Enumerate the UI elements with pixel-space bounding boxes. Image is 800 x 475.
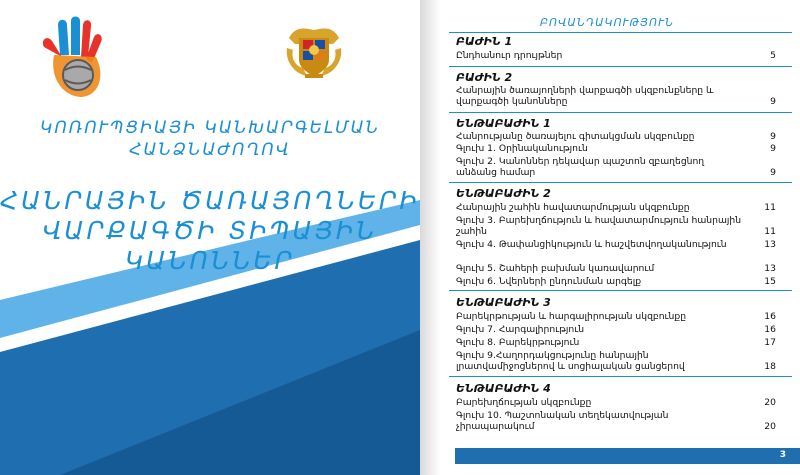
section-label: ԲԱԺԻՆ 2 — [456, 71, 513, 84]
toc-entry[interactable] — [456, 85, 776, 107]
toc-entry[interactable] — [456, 215, 776, 237]
organization-name-line-2: ՀԱՆՁՆԱԺՈՂՈՎ — [129, 140, 291, 160]
toc-entry-page: 13 — [764, 263, 776, 274]
toc-heading: ԲՈՎԱՆԴԱԿՈՒԹՅՈՒՆ — [540, 16, 675, 29]
toc-entry-text: Գլուխ 5. Շահերի բախման կառավարում — [456, 263, 655, 274]
toc-entry-text: Գլուխ 7. Հարգալիրություն — [456, 324, 585, 335]
toc-entry[interactable] — [456, 410, 776, 432]
toc-entry-page: 16 — [764, 324, 776, 335]
section-rule — [449, 112, 792, 113]
section-label: ԲԱԺԻՆ 1 — [456, 35, 513, 48]
toc-entry[interactable] — [456, 131, 776, 142]
toc-entry-text: Գլուխ 6. Նվերների ընդունման արգելք — [456, 276, 642, 287]
toc-entry[interactable] — [456, 156, 776, 178]
toc-entry-text: Ընդհանուր դրույթներ — [456, 50, 563, 61]
toc-entry[interactable] — [456, 143, 776, 154]
section-label: ԵՆԹԱԲԱԺԻՆ 2 — [456, 187, 551, 200]
toc-entry[interactable] — [456, 263, 776, 274]
toc-entry-text: Գլուխ 2. Կանոններ դեկավար պաշտոն զբաղեցնող անձանց համար — [456, 156, 705, 178]
toc-entry-text: Գլուխ 4. Թափանցիկություն և հաշվետվողականություն — [456, 239, 727, 250]
toc-entry-text: Հանրային շահին հավատարմության սկզբունքը — [456, 202, 690, 213]
footer-bar — [455, 448, 800, 464]
toc-entry-text: Բարեկրթության և հարգալիրության սկզբունքը — [456, 311, 687, 322]
toc-entry-page: 13 — [764, 239, 776, 250]
toc-entry-text: Հանրային ծառայողների վարքագծի սկզբունքները և վարքագծի կանոնները — [456, 85, 714, 107]
section-label: ԵՆԹԱԲԱԺԻՆ 4 — [456, 382, 551, 395]
table-of-contents-page — [440, 0, 800, 475]
toc-entry-page: 20 — [764, 397, 776, 408]
toc-entry-page: 20 — [764, 421, 776, 432]
toc-entry-text: Գլուխ 3. Բարեխղճություն և հավատարմություն հանրային շահին — [456, 215, 742, 237]
toc-entry[interactable] — [456, 50, 776, 61]
cover-title-line-1: ՀԱՆՐԱՅԻՆ ԾԱՌԱՅՈՂՆԵՐԻ — [0, 186, 420, 215]
toc-entry[interactable] — [456, 350, 776, 372]
toc-heading-rule — [449, 32, 792, 33]
toc-entry-text: Հանրությանը ծառայելու գիտակցման սկզբունքը — [456, 131, 695, 142]
toc-entry-page: 9 — [770, 131, 776, 142]
page-gutter — [420, 0, 440, 475]
toc-entry[interactable] — [456, 324, 776, 335]
section-label: ԵՆԹԱԲԱԺԻՆ 3 — [456, 296, 551, 309]
toc-entry[interactable] — [456, 397, 776, 408]
section-rule — [449, 376, 792, 377]
toc-entry-page: 9 — [770, 167, 776, 178]
toc-entry-page: 17 — [764, 337, 776, 348]
section-rule — [449, 66, 792, 67]
toc-entry[interactable] — [456, 311, 776, 322]
toc-entry[interactable] — [456, 239, 776, 250]
toc-entry-text: Գլուխ 10. Պաշտոնական տեղեկատվության չիրապարակում — [456, 410, 669, 432]
coat-of-arms-icon — [283, 18, 345, 80]
toc-entry-page: 18 — [764, 361, 776, 372]
organization-name-line-1: ԿՈՌՈՒՊՑԻԱՅԻ ԿԱՆԽԱՐԳԵԼՄԱՆ — [40, 118, 380, 138]
section-rule — [449, 182, 792, 183]
toc-entry-page: 11 — [764, 202, 776, 213]
toc-entry-page: 9 — [770, 96, 776, 107]
toc-entry-text: Բարեխղճության սկզբունքը — [456, 397, 592, 408]
toc-entry-page: 9 — [770, 143, 776, 154]
toc-entry-text: Գլուխ 9.Հաղորդակցությունը հանրային լրատվամիջոցներով և սոցիալական ցանցերով — [456, 350, 685, 372]
section-rule — [449, 290, 792, 291]
toc-entry-page: 16 — [764, 311, 776, 322]
toc-entry-page: 11 — [764, 226, 776, 237]
toc-entry-page: 15 — [764, 276, 776, 287]
page-number: 3 — [779, 450, 786, 460]
cover-title-line-2: ՎԱՐՔԱԳԾԻ ՏԻՊԱՅԻՆ — [42, 216, 378, 245]
cover-title-line-3: ԿԱՆՈՆՆԵՐ — [124, 246, 296, 275]
hand-logo-icon — [40, 15, 115, 105]
toc-entry-page: 5 — [770, 50, 776, 61]
toc-entry[interactable] — [456, 337, 776, 348]
section-label: ԵՆԹԱԲԱԺԻՆ 1 — [456, 117, 551, 130]
toc-entry-text: Գլուխ 1. Օրինականություն — [456, 143, 588, 154]
toc-entry-text: Գլուխ 8. Բարեկրթություն — [456, 337, 580, 348]
toc-entry[interactable] — [456, 276, 776, 287]
toc-entry[interactable] — [456, 202, 776, 213]
